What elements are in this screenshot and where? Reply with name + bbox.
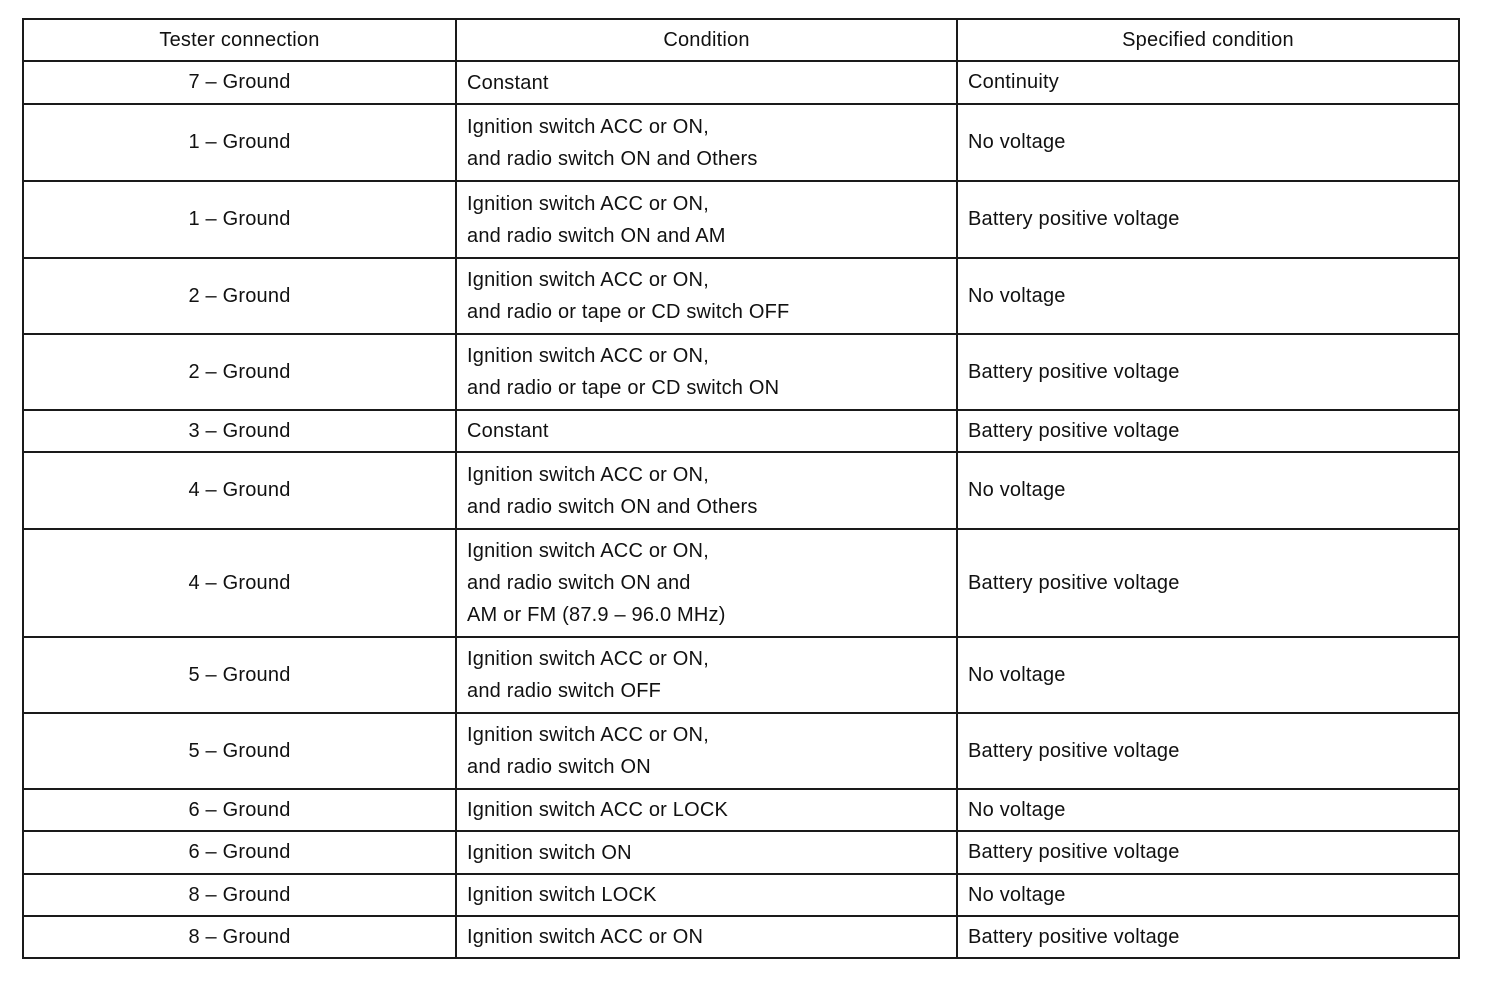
tester-connection-cell: 4 – Ground: [23, 529, 456, 637]
condition-cell: [456, 916, 957, 958]
condition-cell: [456, 789, 957, 831]
table-row: [23, 874, 1459, 916]
condition-line: Ignition switch ACC or ON,: [467, 724, 709, 746]
table-row: [23, 61, 1459, 104]
condition-line: Constant: [467, 71, 549, 94]
condition-line: and radio switch OFF: [467, 680, 662, 702]
condition-cell: [456, 104, 957, 181]
condition-line: and radio or tape or CD switch ON: [467, 377, 780, 399]
condition-line: Ignition switch ACC or ON,: [467, 540, 709, 562]
condition-line: Constant: [467, 420, 549, 442]
condition-cell: [456, 452, 957, 529]
condition-line: Ignition switch ACC or ON,: [467, 463, 709, 486]
condition-line: and radio switch ON and AM: [467, 224, 726, 247]
specified-condition-cell: No voltage: [957, 637, 1459, 713]
condition-line: Ignition switch LOCK: [467, 884, 657, 906]
specification-table: [22, 18, 1460, 959]
tester-connection-cell: 6 – Ground: [23, 789, 456, 831]
specified-condition-cell: Battery positive voltage: [957, 916, 1459, 958]
condition-cell: [456, 637, 957, 713]
specified-condition-cell: Continuity: [957, 61, 1459, 104]
specified-condition-cell: Battery positive voltage: [957, 334, 1459, 410]
table-row: [23, 637, 1459, 713]
condition-line: and radio switch ON and: [467, 572, 691, 594]
condition-line: Ignition switch ACC or LOCK: [467, 799, 729, 821]
tester-connection-cell: 4 – Ground: [23, 452, 456, 529]
condition-line: Ignition switch ACC or ON: [467, 926, 704, 948]
condition-cell: [456, 713, 957, 789]
condition-line: and radio switch ON and Others: [467, 495, 758, 518]
tester-connection-cell: 5 – Ground: [23, 637, 456, 713]
header-specified-condition: Specified condition: [957, 19, 1459, 61]
tester-connection-cell: 7 – Ground: [23, 61, 456, 104]
specified-condition-cell: No voltage: [957, 452, 1459, 529]
header-tester-connection: Tester connection: [23, 19, 456, 61]
condition-line: and radio switch ON: [467, 756, 651, 778]
table-row: [23, 529, 1459, 637]
specified-condition-cell: Battery positive voltage: [957, 831, 1459, 874]
condition-cell: [456, 410, 957, 452]
tester-connection-cell: 6 – Ground: [23, 831, 456, 874]
condition-cell: [456, 334, 957, 410]
condition-cell: [456, 258, 957, 334]
tester-connection-cell: 3 – Ground: [23, 410, 456, 452]
table-body: [23, 61, 1459, 958]
table-row: [23, 334, 1459, 410]
condition-cell: [456, 61, 957, 104]
table-row: [23, 713, 1459, 789]
specified-condition-cell: No voltage: [957, 258, 1459, 334]
condition-line: Ignition switch ACC or ON,: [467, 192, 709, 215]
condition-line: Ignition switch ON: [467, 841, 632, 864]
condition-line: Ignition switch ACC or ON,: [467, 269, 709, 291]
condition-cell: [456, 181, 957, 258]
header-row: [23, 19, 1459, 61]
condition-cell: [456, 831, 957, 874]
tester-connection-cell: 8 – Ground: [23, 916, 456, 958]
table-row: [23, 104, 1459, 181]
condition-cell: [456, 529, 957, 637]
table-row: [23, 831, 1459, 874]
condition-line: and radio switch ON and Others: [467, 147, 758, 170]
specified-condition-cell: No voltage: [957, 789, 1459, 831]
table-row: [23, 916, 1459, 958]
tester-connection-cell: 1 – Ground: [23, 104, 456, 181]
specified-condition-cell: Battery positive voltage: [957, 713, 1459, 789]
tester-connection-cell: 5 – Ground: [23, 713, 456, 789]
tester-connection-cell: 8 – Ground: [23, 874, 456, 916]
specified-condition-cell: No voltage: [957, 874, 1459, 916]
specified-condition-cell: No voltage: [957, 104, 1459, 181]
condition-line: and radio or tape or CD switch OFF: [467, 301, 790, 323]
table-row: [23, 258, 1459, 334]
specified-condition-cell: Battery positive voltage: [957, 529, 1459, 637]
condition-line: AM or FM (87.9 – 96.0 MHz): [467, 604, 726, 626]
table-row: [23, 452, 1459, 529]
specified-condition-cell: Battery positive voltage: [957, 410, 1459, 452]
tester-connection-cell: 2 – Ground: [23, 258, 456, 334]
table-row: [23, 789, 1459, 831]
condition-line: Ignition switch ACC or ON,: [467, 345, 709, 367]
table-row: [23, 410, 1459, 452]
condition-cell: [456, 874, 957, 916]
tester-connection-cell: 1 – Ground: [23, 181, 456, 258]
condition-line: Ignition switch ACC or ON,: [467, 115, 709, 138]
tester-connection-cell: 2 – Ground: [23, 334, 456, 410]
table-row: [23, 181, 1459, 258]
header-condition: Condition: [456, 19, 957, 61]
specified-condition-cell: Battery positive voltage: [957, 181, 1459, 258]
condition-line: Ignition switch ACC or ON,: [467, 648, 709, 670]
